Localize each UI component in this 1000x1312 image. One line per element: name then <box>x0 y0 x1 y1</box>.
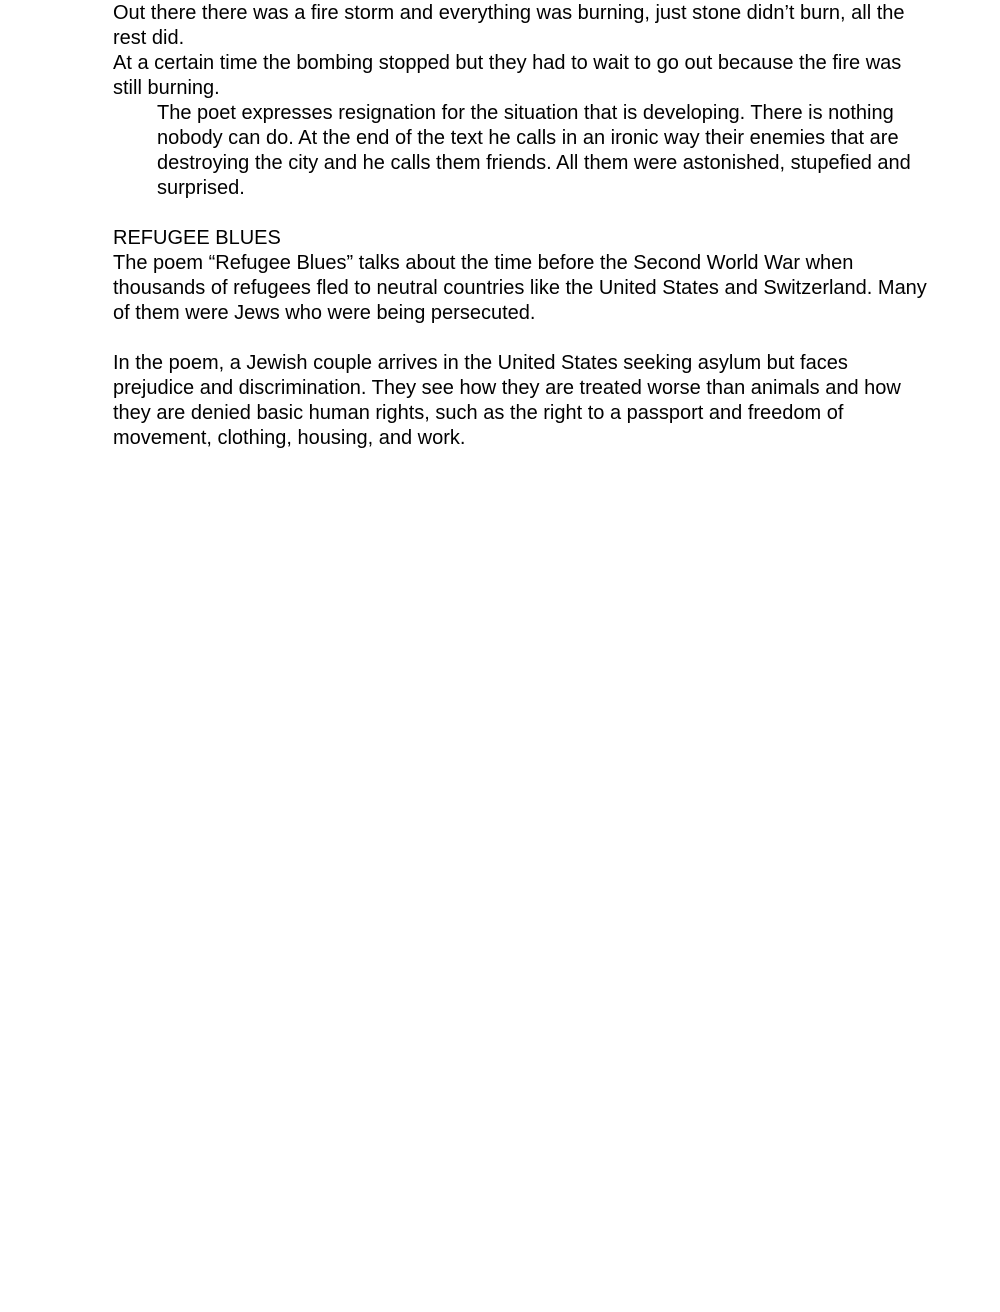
text-line: still burning. <box>113 77 220 99</box>
paragraph-refugee-intro <box>113 251 981 326</box>
text-line: nobody can do. At the end of the text he calls in an ironic way their enemies that are <box>157 127 899 149</box>
text-line: rest did. <box>113 27 185 49</box>
paragraph-spacer <box>113 326 981 351</box>
paragraph-poet-resignation <box>157 101 981 201</box>
text-line: The poem “Refugee Blues” talks about the time before the Second World War when <box>113 252 854 274</box>
heading-text: REFUGEE BLUES <box>113 227 281 249</box>
paragraph-fire-storm <box>113 1 981 51</box>
text-line: prejudice and discrimination. They see how they are treated worse than animals and how <box>113 377 901 399</box>
text-line: Out there there was a fire storm and everything was burning, just stone didn’t burn, all the <box>113 2 905 24</box>
text-line: In the poem, a Jewish couple arrives in the United States seeking asylum but faces <box>113 352 848 374</box>
paragraph-jewish-couple <box>113 351 981 451</box>
text-line: destroying the city and he calls them friends. All them were astonished, stupefied and <box>157 152 911 174</box>
text-line: they are denied basic human rights, such as the right to a passport and freedom of <box>113 402 844 424</box>
paragraph-spacer <box>113 201 981 226</box>
section-heading <box>113 226 981 251</box>
text-line: thousands of refugees fled to neutral countries like the United States and Switzerland. Many <box>113 277 927 299</box>
text-line: of them were Jews who were being persecuted. <box>113 302 536 324</box>
text-line: At a certain time the bombing stopped but they had to wait to go out because the fire was <box>113 52 902 74</box>
text-line: The poet expresses resignation for the situation that is developing. There is nothing <box>157 102 894 124</box>
paragraph-bombing-stopped <box>113 51 981 101</box>
text-line: movement, clothing, housing, and work. <box>113 427 466 449</box>
text-line: surprised. <box>157 177 245 199</box>
document-body <box>113 1 981 451</box>
